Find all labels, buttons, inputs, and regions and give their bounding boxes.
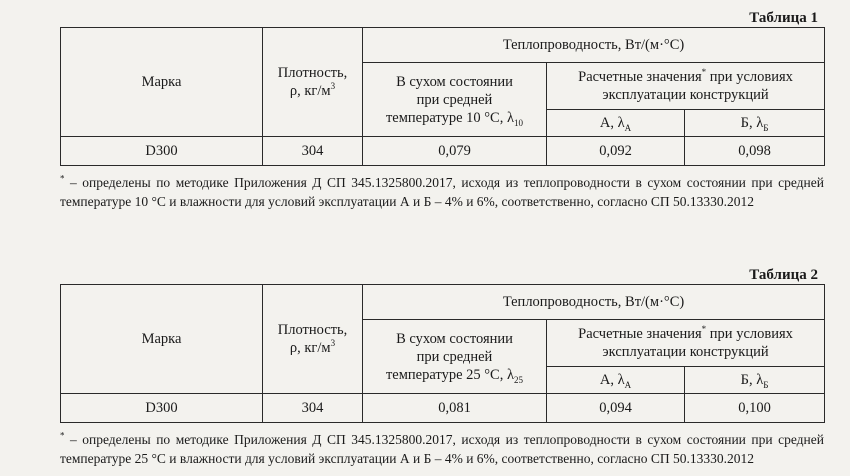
cell-brand: D300 bbox=[61, 394, 263, 423]
cell-a: 0,092 bbox=[547, 137, 685, 166]
header-density: Плотность, ρ, $кг/м^3$ bbox=[263, 285, 363, 394]
cell-b: 0,100 bbox=[685, 394, 825, 423]
header-brand: Марка bbox=[61, 28, 263, 137]
table-1-caption: Таблица 1 bbox=[749, 10, 818, 26]
cell-brand: D300 bbox=[61, 137, 263, 166]
cell-dry: 0,081 bbox=[363, 394, 547, 423]
cell-density: 304 bbox=[263, 394, 363, 423]
table-row bbox=[61, 137, 825, 166]
cell-b: 0,098 bbox=[685, 137, 825, 166]
table-row bbox=[61, 394, 825, 423]
header-condition-a: А, $\lambda_А$ bbox=[547, 367, 685, 394]
header-condition-b: Б, $\lambda_Б$ bbox=[685, 110, 825, 137]
cell-a: 0,094 bbox=[547, 394, 685, 423]
table-2-footnote: * – определены по методике Приложения Д СП 345.1325800.2017, исходя из теплопроводности в сухом состоянии при средней температуре 25 °С и влажности для условий эксплуатации А и Б – 4% и 6%, соответственно, согласно СП 50.13330.2012 bbox=[60, 430, 824, 466]
table-1 bbox=[60, 27, 825, 166]
table-2-caption: Таблица 2 bbox=[749, 267, 818, 283]
cell-dry: 0,079 bbox=[363, 137, 547, 166]
header-density: Плотность, ρ, $кг/м^3$ bbox=[263, 28, 363, 137]
table-2 bbox=[60, 284, 825, 423]
header-dry-state: В сухом состоянии при средней температуре 10 °С, $\lambda_{10}$ bbox=[363, 63, 547, 137]
header-dry-state: В сухом состоянии при средней температуре 25 °С, $\lambda_{25}$ bbox=[363, 320, 547, 394]
table-1-footnote: * – определены по методике Приложения Д СП 345.1325800.2017, исходя из теплопроводности в сухом состоянии при средней температуре 10 °С и влажности для условий эксплуатации А и Б – 4% и 6%, соответственно, согласно СП 50.13330.2012 bbox=[60, 173, 824, 209]
header-condition-a: А, $\lambda_А$ bbox=[547, 110, 685, 137]
header-condition-b: Б, $\lambda_Б$ bbox=[685, 367, 825, 394]
header-thermal-conductivity: Теплопроводность, Вт/(м·°С) bbox=[363, 285, 825, 320]
header-brand: Марка bbox=[61, 285, 263, 394]
header-design-values: Расчетные значения* при условиях эксплуатации конструкций bbox=[547, 63, 825, 110]
header-design-values: Расчетные значения* при условиях эксплуатации конструкций bbox=[547, 320, 825, 367]
header-thermal-conductivity: Теплопроводность, Вт/(м·°С) bbox=[363, 28, 825, 63]
cell-density: 304 bbox=[263, 137, 363, 166]
